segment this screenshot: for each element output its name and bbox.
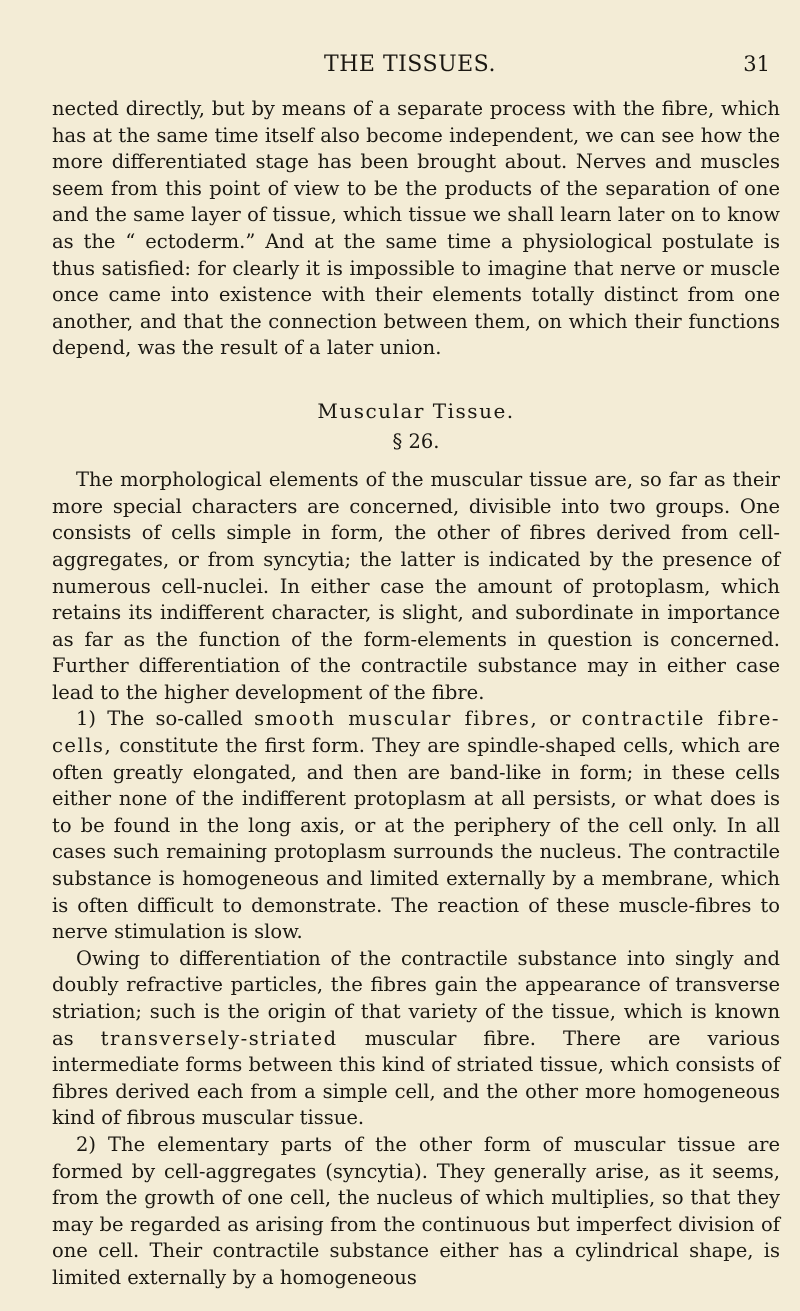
body-text [52,96,780,1292]
term-transversely-striated: transversely-striated [100,1026,338,1050]
paragraph-continuation: nected directly, but by means of a separate process with the fibre, which has at the same time itself also become independent, we can see how the more differentiated stage has been brought about. Nerves and muscles seem from this point of view to be the products of the separation of one and the same layer of tissue, which tissue we shall learn later on to know as the “ ectoderm.” And at the same time a physiological postulate is thus satisfied: for clearly it is impossible to imagine that nerve or muscle once came into existence with their elements totally distinct from one another, and that the connection between them, on which their functions depend, was the result of a later union. [52,97,780,360]
term-smooth-muscular-fibres: smooth muscular fibres, [254,707,539,731]
paragraph-text: 1) The so-called [76,707,255,731]
paragraph-morphological-elements: The morphological elements of the muscular tissue are, so far as their more special characters are concerned, divisible into two groups. One consists of cells simple in form, the other of fibres derived from cell-aggregates, or from syncytia; the latter is indicated by the presence of numerous cell-nuclei. In either case the amount of protoplasm, which retains its indifferent character, is slight, and subordinate in importance as far as the function of the form-elements in question is concerned. Further differentiation of the contractile substance may in either case lead to the higher development of the fibre. [52,468,780,704]
page-number: 31 [743,52,770,76]
section-heading: Muscular Tissue. [317,398,515,423]
paragraph-text: Owing to differentiation of the contractile substance into singly and doubly refractive particles, the fibres gain the appearance of transverse striation; such is the origin of that variety of the tissue, which is known as [52,946,780,1050]
paragraph-text: or [538,707,582,731]
running-title: THE TISSUES. [324,52,496,77]
paragraph-transverse-striation [52,946,780,1132]
section-number: § 26. [392,429,440,453]
paragraph-text: constitute the first form. They are spindle-shaped cells, which are often greatly elongated, and then are band-like in form; in these cells either none of the indifferent protoplasm at all persists, or what does is to be found in the long axis, or at the periphery of the cell only. In all cases such remaining protoplasm surrounds the nucleus. The contractile substance is homogeneous and limited externally by a membrane, which is often difficult to demonstrate. The reaction of these muscle-fibres to nerve stimulation is slow. [52,734,780,944]
term-contractile-fibre-cells: contractile fibre-cells, [52,707,780,758]
running-header [0,52,800,82]
paragraph-smooth-muscular-fibres [52,706,780,945]
paragraph-cell-aggregates: 2) The elementary parts of the other form of muscular tissue are formed by cell-aggregates (syncytia). They generally arise, as it seems, from the growth of one cell, the nucleus of which multiplies, so that they may be regarded as arising from the continuous but imperfect division of one cell. Their contractile substance either has a cylindrical shape, is limited externally by a homogeneous [52,1132,780,1289]
paragraph-text: muscular fibre. There are various intermediate forms between this kind of striated tissue, which consists of fibres derived each from a simple cell, and the other more homogeneous kind of fibrous muscular tissue. [52,1026,780,1130]
